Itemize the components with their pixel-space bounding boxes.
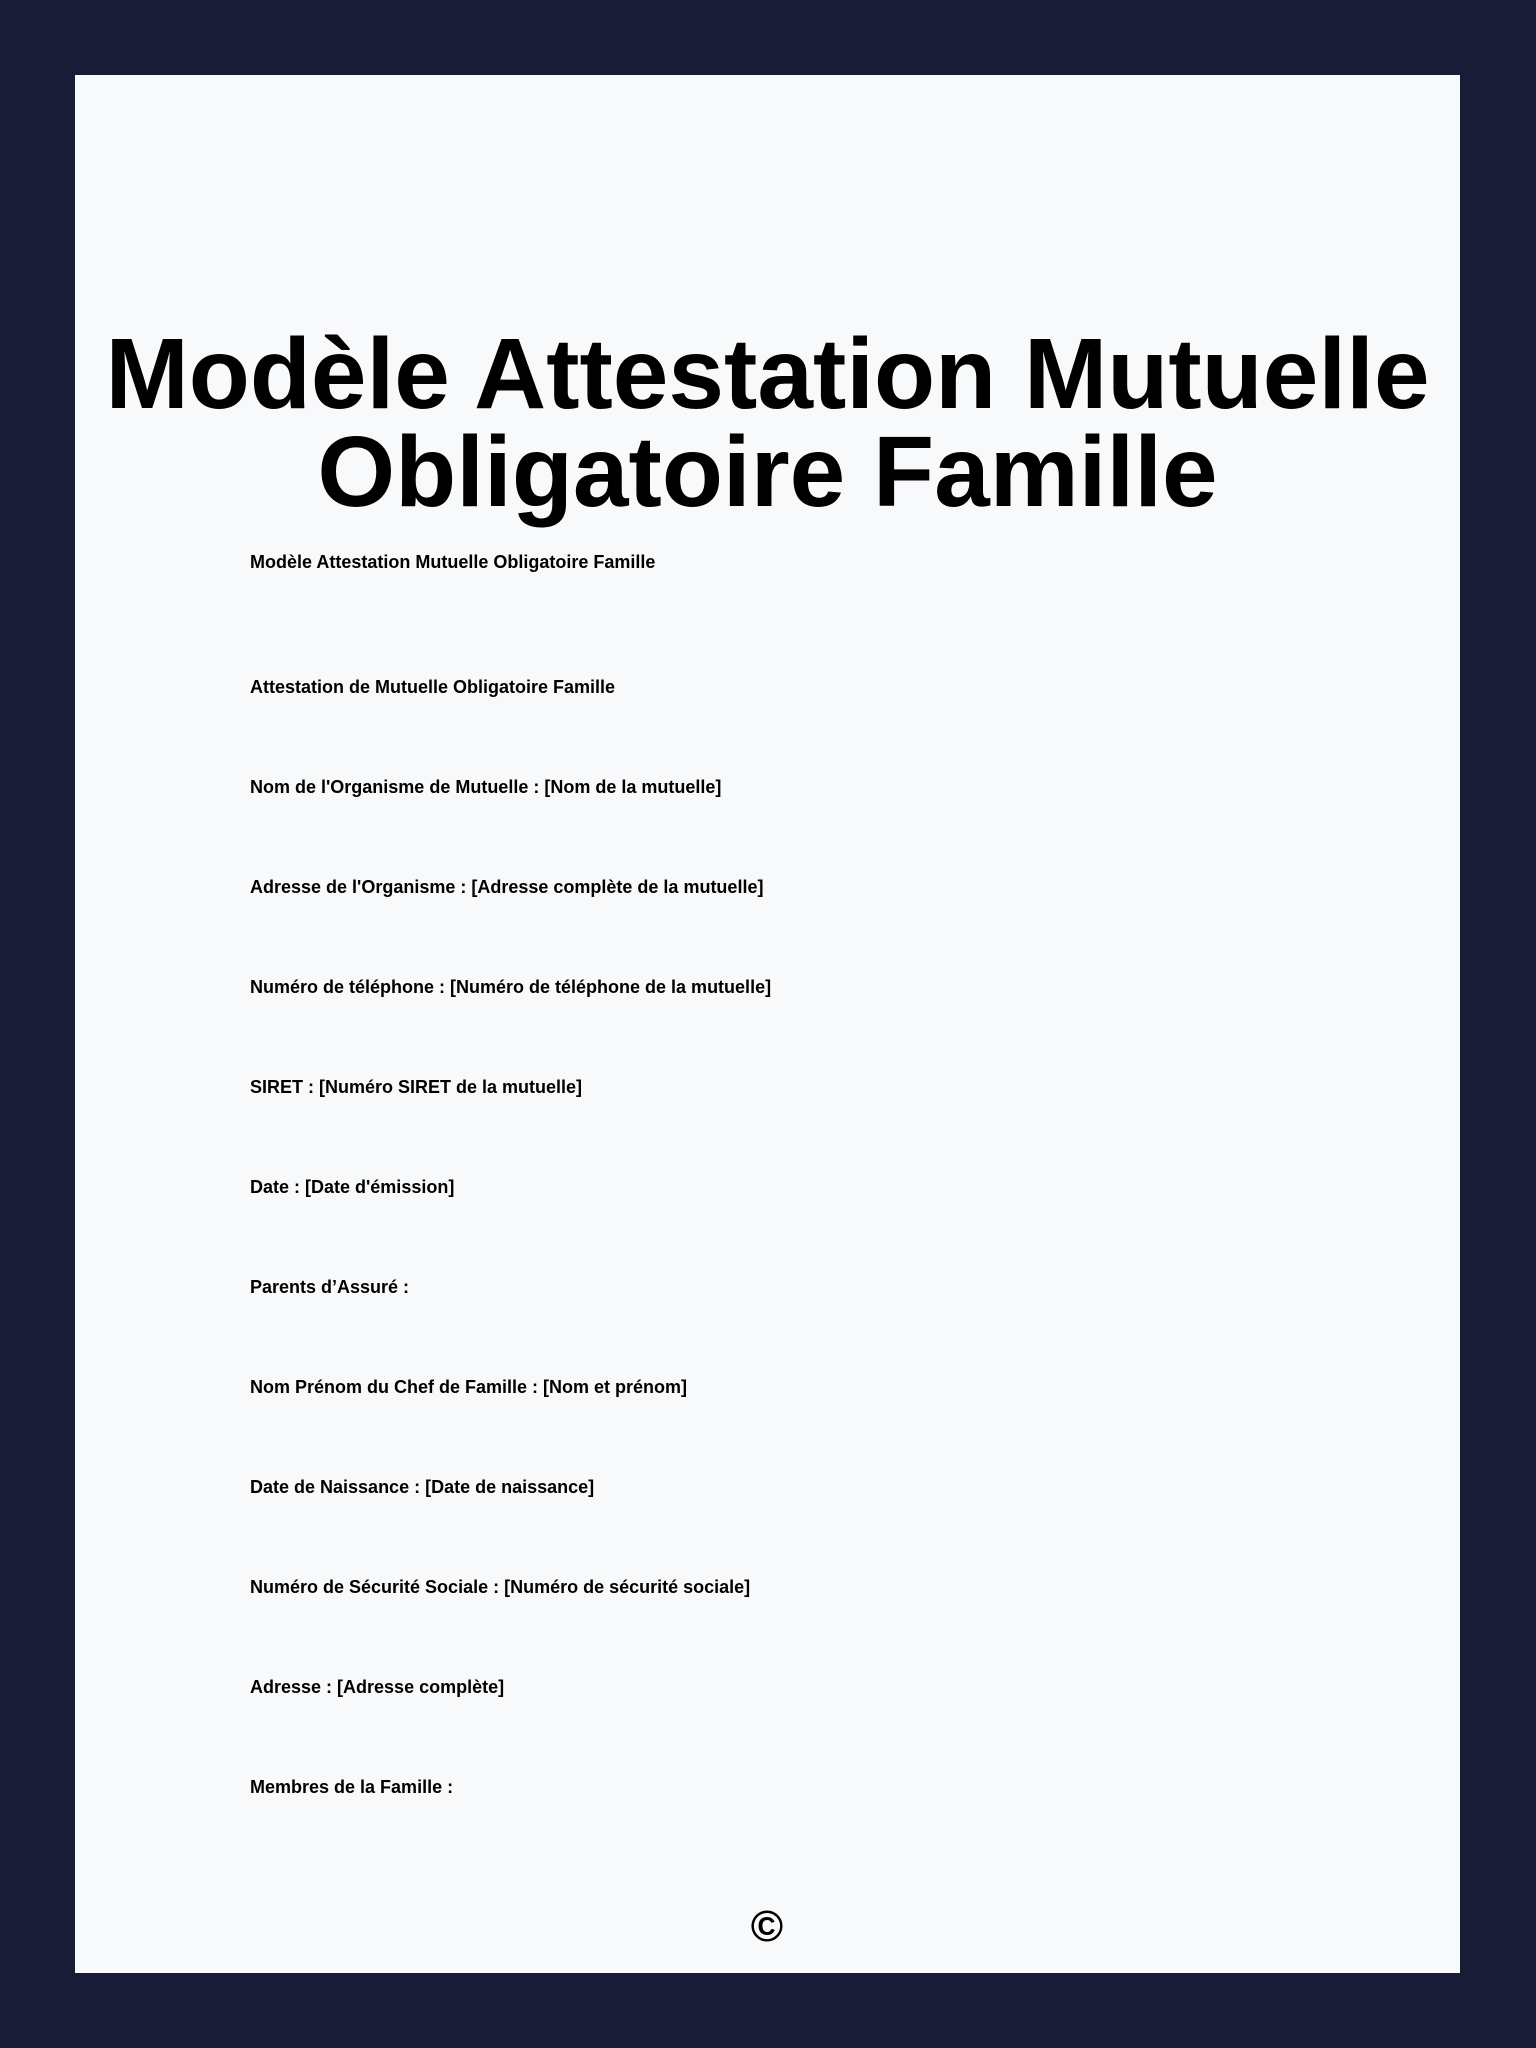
copyright-icon: © [750, 1902, 784, 1951]
field-line: Numéro de téléphone : [Numéro de téléphone de la mutuelle] [250, 977, 772, 997]
section-line: Membres de la Famille : [250, 1777, 454, 1797]
field-line: Date : [Date d'émission] [250, 1177, 455, 1197]
section-line: Parents d’Assuré : [250, 1277, 410, 1297]
field-line: Adresse : [Adresse complète] [250, 1677, 505, 1697]
heading-line: Attestation de Mutuelle Obligatoire Famille [250, 677, 616, 697]
field-line: Numéro de Sécurité Sociale : [Numéro de sécurité sociale] [250, 1577, 751, 1597]
field-line: SIRET : [Numéro SIRET de la mutuelle] [250, 1077, 583, 1097]
document-page [75, 75, 1460, 1973]
field-line: Nom Prénom du Chef de Famille : [Nom et prénom] [250, 1377, 688, 1397]
field-line: Nom de l'Organisme de Mutuelle : [Nom de la mutuelle] [250, 777, 722, 797]
page-title: Modèle Attestation Mutuelle Obligatoire Famille [105, 318, 1430, 528]
field-line: Adresse de l'Organisme : [Adresse complète de la mutuelle] [250, 877, 764, 897]
subtitle-line: Modèle Attestation Mutuelle Obligatoire Famille [250, 552, 656, 572]
field-line: Date de Naissance : [Date de naissance] [250, 1477, 595, 1497]
